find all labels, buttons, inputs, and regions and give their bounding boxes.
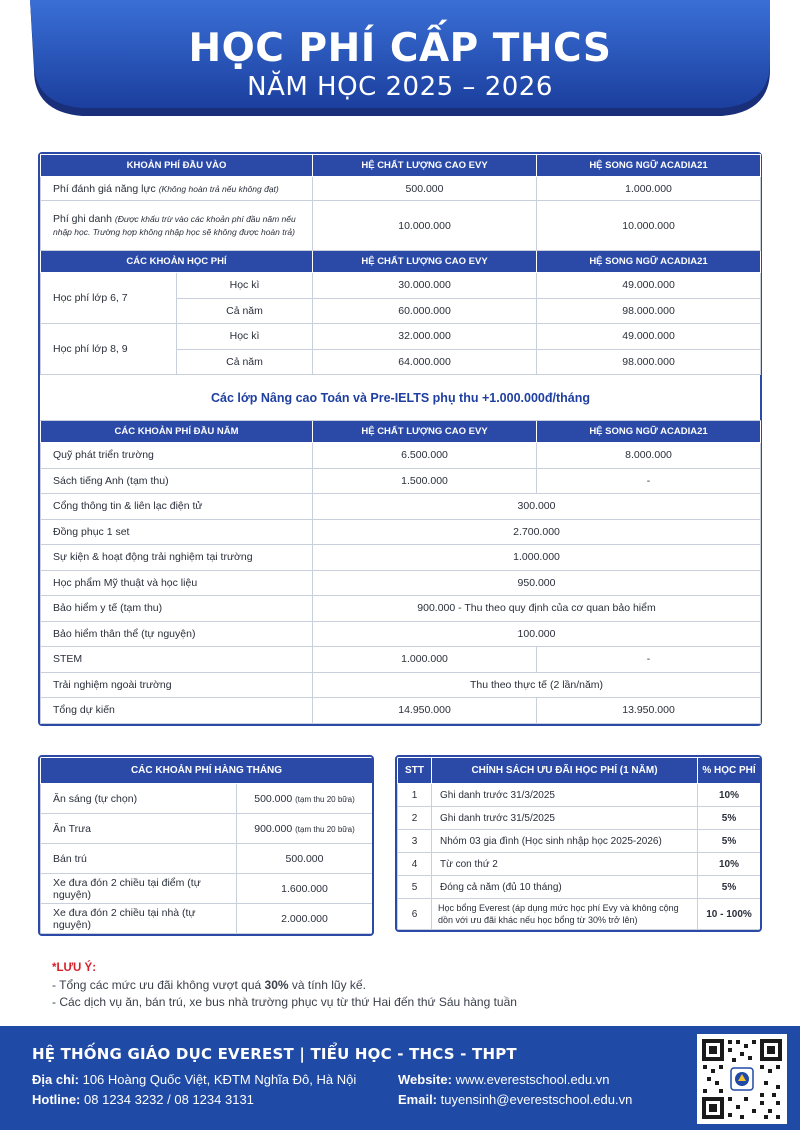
footer-address: Địa chỉ: 106 Hoàng Quốc Việt, KĐTM Nghĩa Đô, Hà Nội (32, 1072, 357, 1087)
page-title: HỌC PHÍ CẤP THCS (188, 26, 612, 71)
table-row: Bảo hiểm y tế (tạm thu) 900.000 - Thu theo quy định của cơ quan bảo hiểm (41, 596, 761, 622)
table-row: 3 Nhóm 03 gia đình (Học sinh nhập học 2025-2026) 5% (398, 830, 761, 853)
annual-fees-header: CÁC KHOẢN PHÍ ĐẦU NĂM HỆ CHẤT LƯỢNG CAO EVY HỆ SONG NGỮ ACADIA21 (41, 421, 761, 443)
table-row: Cổng thông tin & liên lạc điện tử 300.000 (41, 494, 761, 520)
footer-brand: HỆ THỐNG GIÁO DỤC EVEREST | TIỂU HỌC - THCS - THPT (32, 1045, 517, 1063)
surcharge-note: Các lớp Nâng cao Toán và Pre-IELTS phụ thu +1.000.000đ/tháng (41, 375, 761, 421)
table-row: 1 Ghi danh trước 31/3/2025 10% (398, 784, 761, 807)
table-row: Sự kiện & hoạt động trải nghiệm tại trường 1.000.000 (41, 545, 761, 571)
table-row: Bán trú 500.000 (41, 844, 373, 874)
table-row: 2 Ghi danh trước 31/5/2025 5% (398, 807, 761, 830)
entry-fees-header: KHOẢN PHÍ ĐẦU VÀO HỆ CHẤT LƯỢNG CAO EVY HỆ SONG NGỮ ACADIA21 (41, 155, 761, 177)
table-row: Tổng dự kiến 14.950.000 13.950.000 (41, 698, 761, 724)
table-row: Quỹ phát triển trường 6.500.000 8.000.000 (41, 443, 761, 469)
footer-hotline: Hotline: 08 1234 3232 / 08 1234 3131 (32, 1092, 254, 1107)
table-row: Ăn Trưa 900.000 (tạm thu 20 bữa) (41, 814, 373, 844)
monthly-fees-table (38, 755, 374, 936)
qr-code-icon (697, 1034, 787, 1124)
table-row: 5 Đóng cả năm (đủ 10 tháng) 5% (398, 876, 761, 899)
table-row: Phí ghi danh (Được khấu trừ vào các khoản phí đầu năm nếu nhập học. Trường hợp không nhập học sẽ không được hoàn trả) 10.000.000 10.000.000 (41, 201, 761, 251)
table-row: Học phí lớp 8, 9 Học kì 32.000.000 49.000.000 (41, 324, 761, 350)
table-row: 6 Học bổng Everest (áp dụng mức học phí Evy và không cộng dồn với ưu đãi khác nếu học bổng từ 30% trở lên) 10 - 100% (398, 899, 761, 930)
notes-section (52, 960, 517, 1011)
tuition-header: CÁC KHOẢN HỌC PHÍ HỆ CHẤT LƯỢNG CAO EVY HỆ SONG NGỮ ACADIA21 (41, 251, 761, 273)
monthly-fees-header: CÁC KHOẢN PHÍ HÀNG THÁNG (41, 758, 373, 784)
notes-title: *LƯU Ý: (52, 962, 97, 974)
table-row: STEM 1.000.000 - (41, 647, 761, 673)
table-row: Sách tiếng Anh (tạm thu) 1.500.000 - (41, 468, 761, 494)
table-row: Học phí lớp 6, 7 Học kì 30.000.000 49.000.000 (41, 273, 761, 299)
table-row: Học phẩm Mỹ thuật và học liệu 950.000 (41, 570, 761, 596)
table-row: Cả năm 60.000.000 98.000.000 (41, 298, 761, 324)
table-row: Xe đưa đón 2 chiều tại nhà (tự nguyện) 2.000.000 (41, 904, 373, 934)
note-line: - Tổng các mức ưu đãi không vượt quá 30% và tính lũy kế. (52, 978, 366, 992)
table-row: Đồng phục 1 set 2.700.000 (41, 519, 761, 545)
table-row: Trải nghiệm ngoài trường Thu theo thực tế (2 lần/năm) (41, 672, 761, 698)
discount-policy-table (395, 755, 762, 932)
table-row: Phí đánh giá năng lực (Không hoàn trả nếu không đạt) 500.000 1.000.000 (41, 177, 761, 201)
table-row: Cả năm 64.000.000 98.000.000 (41, 349, 761, 375)
table-row: Xe đưa đón 2 chiều tại điểm (tự nguyện) 1.600.000 (41, 874, 373, 904)
table-row: Ăn sáng (tự chọn) 500.000 (tạm thu 20 bữa) (41, 784, 373, 814)
discount-policy-header: STT CHÍNH SÁCH ƯU ĐÃI HỌC PHÍ (1 NĂM) % HỌC PHÍ (398, 758, 761, 784)
page-subtitle: NĂM HỌC 2025 – 2026 (247, 72, 553, 102)
qr-code[interactable] (697, 1034, 787, 1124)
table-row: 4 Từ con thứ 2 10% (398, 853, 761, 876)
footer-email[interactable]: Email: tuyensinh@everestschool.edu.vn (398, 1092, 633, 1107)
table-row: Bảo hiểm thân thể (tự nguyện) 100.000 (41, 621, 761, 647)
footer-website[interactable]: Website: www.everestschool.edu.vn (398, 1072, 610, 1087)
main-fee-table (38, 152, 762, 726)
note-line: - Các dịch vụ ăn, bán trú, xe bus nhà trường phục vụ từ thứ Hai đến thứ Sáu hàng tuần (52, 995, 517, 1009)
